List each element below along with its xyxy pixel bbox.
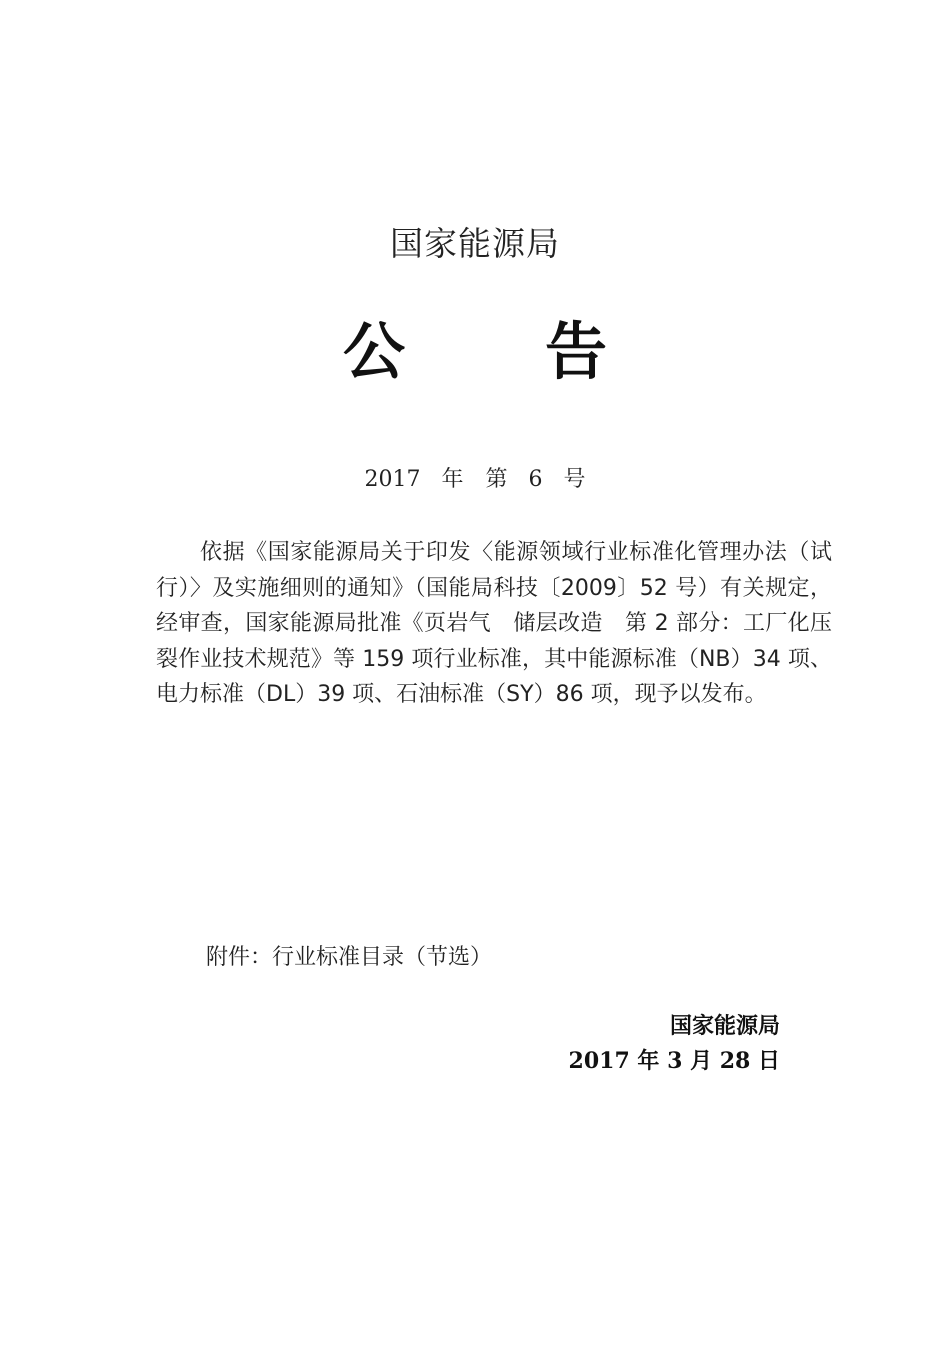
page-title: 公告 (342, 315, 747, 388)
signature-date: 2017 年 3 月 28 日 (568, 1048, 780, 1074)
signature-org: 国家能源局 (669, 1014, 780, 1039)
document-number: 2017 年 第 6 号 (364, 467, 586, 492)
announcement-body: 依据《国家能源局关于印发〈能源领域行业标准化管理办法（试行）〉及实施细则的通知》（国能局科技〔2009〕52 号）有关规定，经审查，国家能源局批准《页岩气 储层改造 第 2 部分：工厂化压裂作业技术规范》等 159 项行业标准，其中能源标准（NB）34 项、电力标准（DL）39 项、石油标准（SY）86 项，现予以发布。 (156, 540, 832, 707)
issuer-name: 国家能源局 (390, 224, 560, 263)
signature-block (569, 1010, 780, 1078)
attachment-note: 附件：行业标准目录（节选） (206, 945, 493, 970)
